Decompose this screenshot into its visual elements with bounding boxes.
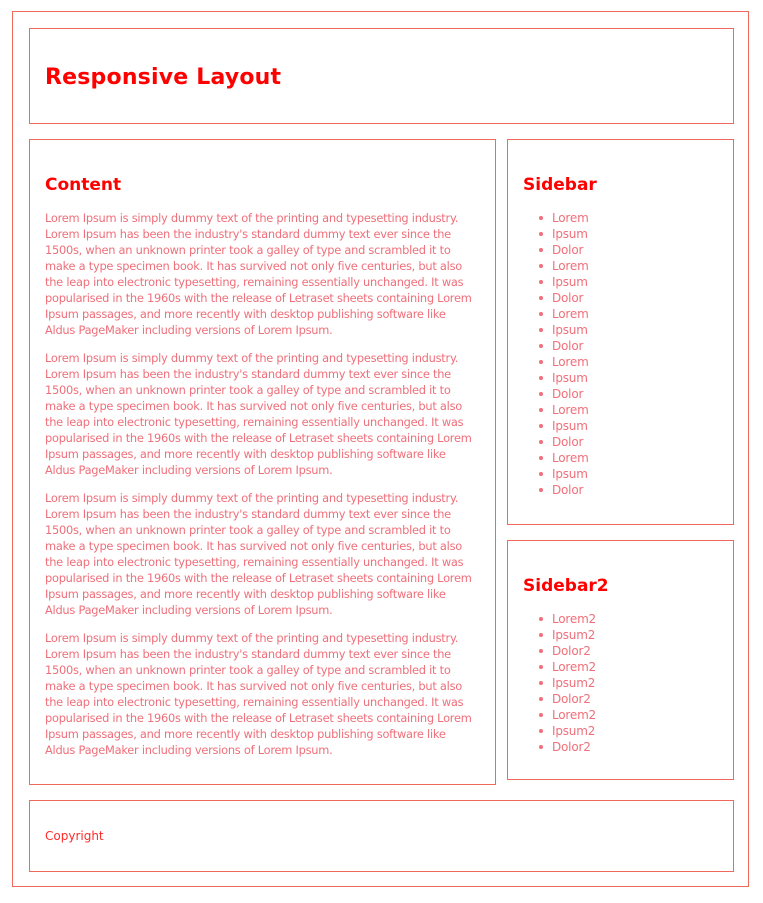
bullet-icon: [539, 488, 543, 492]
list-item-label: Lorem: [552, 451, 589, 465]
list-item: [523, 354, 589, 370]
list-item: [523, 611, 596, 627]
list-item: [523, 226, 589, 242]
list-item-label: Lorem2: [552, 708, 596, 722]
list-item-label: Dolor2: [552, 644, 591, 658]
sidebar2: [507, 540, 734, 780]
list-item: [523, 707, 596, 723]
bullet-icon: [539, 408, 543, 412]
bullet-icon: [539, 360, 543, 364]
list-item: [523, 659, 596, 675]
bullet-icon: [539, 745, 543, 749]
header: [29, 28, 734, 124]
list-item: [523, 402, 589, 418]
bullet-icon: [539, 424, 543, 428]
bullet-icon: [539, 729, 543, 733]
bullet-icon: [539, 296, 543, 300]
bullet-icon: [539, 392, 543, 396]
bullet-icon: [539, 280, 543, 284]
list-item: [523, 322, 589, 338]
bullet-icon: [539, 456, 543, 460]
list-item: [523, 274, 589, 290]
content-paragraphs: [45, 210, 477, 770]
bullet-icon: [539, 344, 543, 348]
list-item-label: Lorem: [552, 403, 589, 417]
bullet-icon: [539, 472, 543, 476]
page-title: Responsive Layout: [45, 65, 282, 90]
list-item: [523, 290, 589, 306]
page-container: [12, 11, 749, 887]
bullet-icon: [539, 633, 543, 637]
list-item-label: Dolor2: [552, 740, 591, 754]
list-item-label: Ipsum2: [552, 724, 596, 738]
list-item: [523, 386, 589, 402]
list-item-label: Ipsum2: [552, 628, 596, 642]
list-item: [523, 242, 589, 258]
list-item: [523, 739, 596, 755]
list-item-label: Dolor: [552, 243, 584, 257]
list-item-label: Lorem: [552, 259, 589, 273]
list-item: [523, 418, 589, 434]
list-item-label: Ipsum2: [552, 676, 596, 690]
bullet-icon: [539, 264, 543, 268]
list-item: [523, 338, 589, 354]
bullet-icon: [539, 376, 543, 380]
list-item-label: Ipsum: [552, 467, 588, 481]
list-item: [523, 466, 589, 482]
list-item-label: Lorem: [552, 355, 589, 369]
list-item: [523, 643, 596, 659]
copyright-text: Copyright: [45, 829, 104, 843]
list-item: [523, 691, 596, 707]
bullet-icon: [539, 440, 543, 444]
list-item: [523, 675, 596, 691]
bullet-icon: [539, 248, 543, 252]
sidebar-list: [523, 210, 589, 498]
content-section: [29, 139, 496, 785]
list-item-label: Dolor: [552, 483, 584, 497]
list-item-label: Ipsum: [552, 371, 588, 385]
list-item-label: Lorem: [552, 211, 589, 225]
list-item: [523, 434, 589, 450]
list-item: [523, 723, 596, 739]
bullet-icon: [539, 617, 543, 621]
list-item-label: Ipsum: [552, 227, 588, 241]
footer: [29, 800, 734, 872]
list-item-label: Dolor: [552, 291, 584, 305]
sidebar2-list: [523, 611, 596, 755]
list-item-label: Ipsum: [552, 419, 588, 433]
content-paragraph: Lorem Ipsum is simply dummy text of the printing and typesetting industry. Lorem Ipsum has been the industry's standard dummy text ever since the 1500s, when an unknown printer took a galley of type and scrambled it to make a type specimen book. It has survived not only five centuries, but also the leap into electronic typesetting, remaining essentially unchanged. It was popularised in the 1960s with the release of Letraset sheets containing Lorem Ipsum passages, and more recently with desktop publishing software like Aldus PageMaker including versions of Lorem Ipsum.: [45, 491, 472, 617]
bullet-icon: [539, 312, 543, 316]
bullet-icon: [539, 232, 543, 236]
bullet-icon: [539, 665, 543, 669]
content-paragraph: Lorem Ipsum is simply dummy text of the printing and typesetting industry. Lorem Ipsum has been the industry's standard dummy text ever since the 1500s, when an unknown printer took a galley of type and scrambled it to make a type specimen book. It has survived not only five centuries, but also the leap into electronic typesetting, remaining essentially unchanged. It was popularised in the 1960s with the release of Letraset sheets containing Lorem Ipsum passages, and more recently with desktop publishing software like Aldus PageMaker including versions of Lorem Ipsum.: [45, 211, 472, 337]
bullet-icon: [539, 697, 543, 701]
sidebar-title: Sidebar: [523, 175, 597, 195]
list-item-label: Lorem: [552, 307, 589, 321]
sidebar: [507, 139, 734, 525]
list-item: [523, 482, 589, 498]
bullet-icon: [539, 649, 543, 653]
list-item-label: Dolor2: [552, 692, 591, 706]
bullet-icon: [539, 328, 543, 332]
list-item-label: Ipsum: [552, 275, 588, 289]
list-item-label: Lorem2: [552, 612, 596, 626]
content-title: Content: [45, 175, 122, 195]
list-item-label: Dolor: [552, 339, 584, 353]
bullet-icon: [539, 681, 543, 685]
list-item-label: Dolor: [552, 435, 584, 449]
list-item-label: Dolor: [552, 387, 584, 401]
list-item: [523, 627, 596, 643]
bullet-icon: [539, 216, 543, 220]
list-item: [523, 450, 589, 466]
sidebar2-title: Sidebar2: [523, 576, 609, 596]
list-item: [523, 370, 589, 386]
list-item-label: Lorem2: [552, 660, 596, 674]
content-paragraph: Lorem Ipsum is simply dummy text of the printing and typesetting industry. Lorem Ipsum has been the industry's standard dummy text ever since the 1500s, when an unknown printer took a galley of type and scrambled it to make a type specimen book. It has survived not only five centuries, but also the leap into electronic typesetting, remaining essentially unchanged. It was popularised in the 1960s with the release of Letraset sheets containing Lorem Ipsum passages, and more recently with desktop publishing software like Aldus PageMaker including versions of Lorem Ipsum.: [45, 631, 472, 757]
list-item-label: Ipsum: [552, 323, 588, 337]
list-item: [523, 258, 589, 274]
content-paragraph: Lorem Ipsum is simply dummy text of the printing and typesetting industry. Lorem Ipsum has been the industry's standard dummy text ever since the 1500s, when an unknown printer took a galley of type and scrambled it to make a type specimen book. It has survived not only five centuries, but also the leap into electronic typesetting, remaining essentially unchanged. It was popularised in the 1960s with the release of Letraset sheets containing Lorem Ipsum passages, and more recently with desktop publishing software like Aldus PageMaker including versions of Lorem Ipsum.: [45, 351, 472, 477]
list-item: [523, 210, 589, 226]
bullet-icon: [539, 713, 543, 717]
list-item: [523, 306, 589, 322]
